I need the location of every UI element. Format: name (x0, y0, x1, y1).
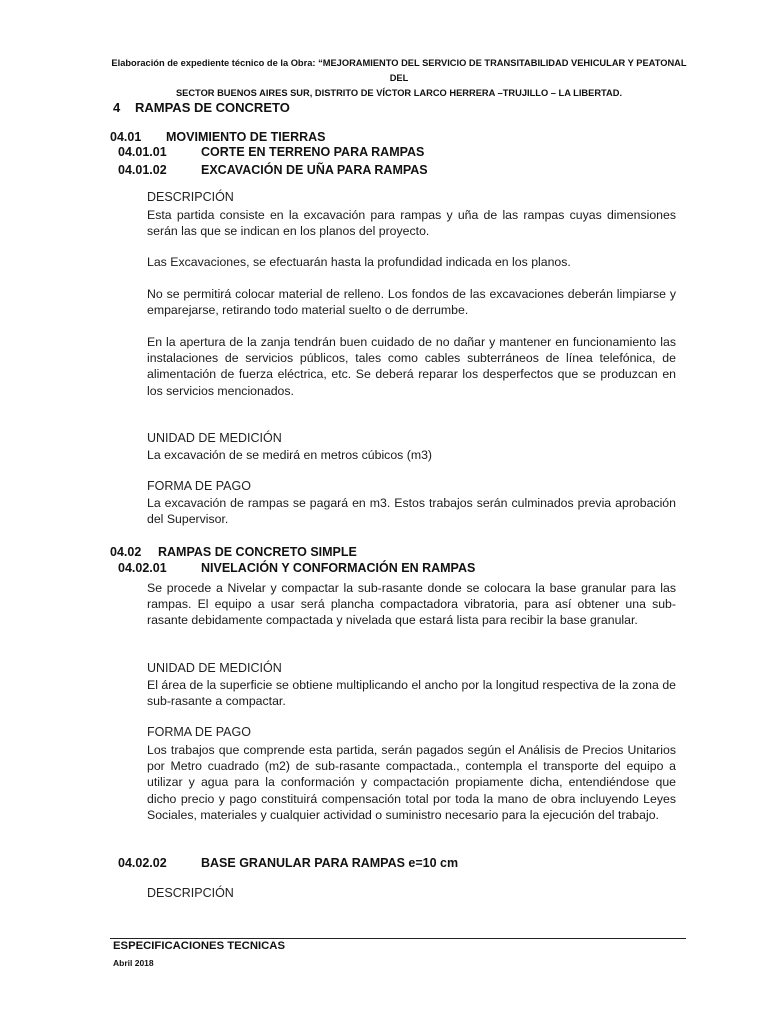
chapter-heading (113, 100, 290, 115)
measurement-unit-label: UNIDAD DE MEDICIÓN (147, 661, 282, 675)
description-label: DESCRIPCIÓN (147, 190, 234, 204)
measurement-unit-label: UNIDAD DE MEDICIÓN (147, 431, 282, 445)
section-title: CORTE EN TERRENO PARA RAMPAS (201, 145, 425, 159)
document-header (110, 56, 688, 101)
section-heading-0402 (110, 545, 357, 559)
payment-label: FORMA DE PAGO (147, 479, 251, 493)
section-number: 04.02.02 (118, 856, 167, 870)
payment-label: FORMA DE PAGO (147, 725, 251, 739)
section-heading-040201 (118, 561, 475, 575)
section-number: 04.02.01 (118, 561, 167, 575)
footer-divider (110, 938, 686, 939)
paragraph: El área de la superficie se obtiene multiplicando el ancho por la longitud respectiva de la zona de sub-rasante a compactar. (147, 678, 676, 709)
paragraph: En la apertura de la zanja tendrán buen cuidado de no dañar y mantener en funcionamiento las instalaciones de servicios públicos, tales como cables subterráneos de línea telefónica, de alimentación de fuerza eléctrica, etc. Se deberá reparar los desperfectos que se produzcan en los servicios mencionados. (147, 335, 676, 398)
paragraph: Las Excavaciones, se efectuarán hasta la profundidad indicada en los planos. (147, 255, 571, 269)
paragraph: Se procede a Nivelar y compactar la sub-rasante donde se colocara la base granular para las rampas. El equipo a usar será plancha compactadora vibratoria, para así obtener una sub-rasante debidamente compactada y nivelada que estará lista para recibir la base granular. (147, 581, 676, 628)
section-heading-040202 (118, 856, 458, 870)
section-heading-040102 (118, 163, 428, 177)
paragraph: No se permitirá colocar material de relleno. Los fondos de las excavaciones deberán limpiarse y emparejarse, retirando todo material suelto o de derrumbe. (147, 287, 676, 318)
section-title: RAMPAS DE CONCRETO SIMPLE (158, 545, 357, 559)
paragraph: Esta partida consiste en la excavación para rampas y uña de las rampas cuyas dimensiones serán las que se indican en los planos del proyecto. (147, 208, 676, 239)
chapter-number: 4 (113, 100, 121, 115)
section-title: EXCAVACIÓN DE UÑA PARA RAMPAS (201, 163, 428, 177)
section-number: 04.01 (110, 130, 142, 144)
section-number: 04.01.01 (118, 145, 167, 159)
header-line-1: Elaboración de expediente técnico de la Obra: “MEJORAMIENTO DEL SERVICIO DE TRANSITABILIDAD VEHICULAR Y PEATONAL DEL (111, 58, 687, 83)
paragraph: La excavación de rampas se pagará en m3. Estos trabajos serán culminados previa aprobación del Supervisor. (147, 496, 676, 527)
header-line-2: SECTOR BUENOS AIRES SUR, DISTRITO DE VÍCTOR LARCO HERRERA –TRUJILLO – LA LIBERTAD. (175, 88, 623, 98)
footer-title: ESPECIFICACIONES TECNICAS (113, 940, 285, 952)
footer-date: Abril 2018 (113, 958, 154, 968)
paragraph: Los trabajos que comprende esta partida, serán pagados según el Análisis de Precios Unitarios por Metro cuadrado (m2) de sub-rasante compactada., contempla el transporte del equipo a utilizar y agua para la conformación y compactación propiamente dicha, entendiéndose que dicho precio y pago constituirá compensación total por toda la mano de obra incluyendo Leyes Sociales, materiales y cualquier actividad o suministro necesario para la ejecución del trabajo. (147, 743, 676, 822)
section-title: MOVIMIENTO DE TIERRAS (166, 130, 326, 144)
section-heading-0401 (110, 130, 326, 144)
chapter-title: RAMPAS DE CONCRETO (135, 100, 290, 115)
description-label: DESCRIPCIÓN (147, 886, 234, 900)
section-heading-040101 (118, 145, 424, 159)
section-title: NIVELACIÓN Y CONFORMACIÓN EN RAMPAS (201, 561, 476, 575)
paragraph: La excavación de se medirá en metros cúbicos (m3) (147, 448, 433, 462)
section-number: 04.01.02 (118, 163, 167, 177)
section-number: 04.02 (110, 545, 142, 559)
section-title: BASE GRANULAR PARA RAMPAS e=10 cm (201, 856, 459, 870)
